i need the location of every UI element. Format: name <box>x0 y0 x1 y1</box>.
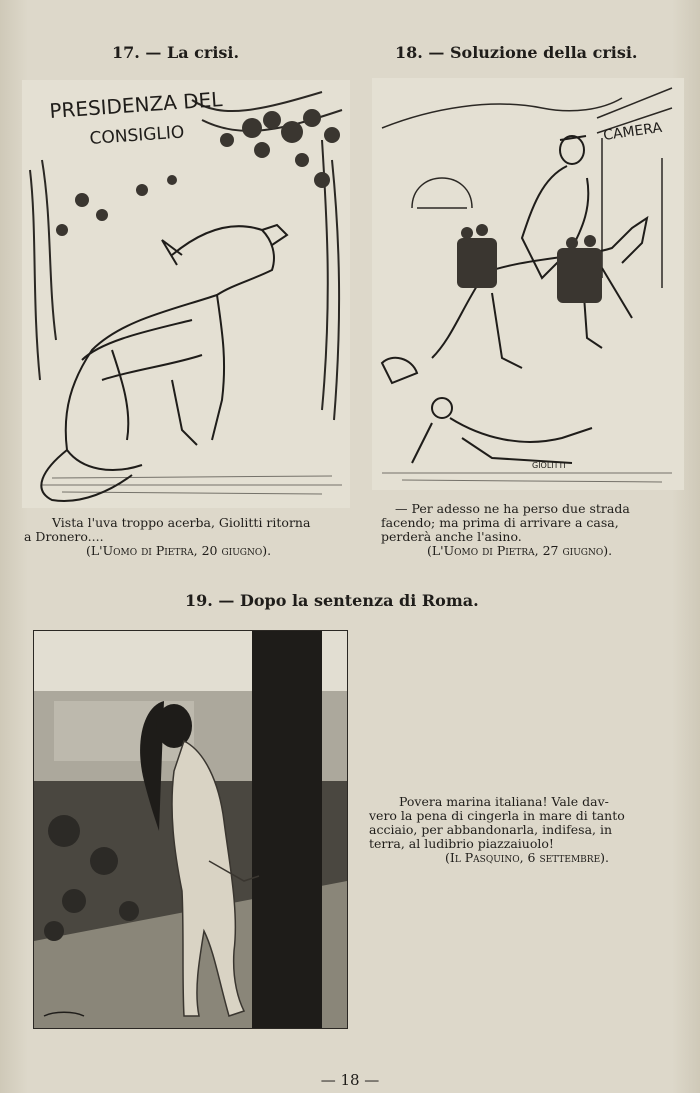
caption-18-line-1: — Per adesso ne ha perso due strada <box>395 501 630 516</box>
caption-17-source: (L'Uomo di Pietra, 20 giugno). <box>86 543 272 558</box>
caption-18-line-2: facendo; ma prima di arrivare a casa, <box>381 515 619 530</box>
caption-17 <box>24 516 354 558</box>
heading-19: 19. — Dopo la sentenza di Roma. <box>185 591 479 610</box>
caption-18-source: (L'Uomo di Pietra, 27 giugno). <box>427 543 613 558</box>
sign-line-1: PRESIDENZA DEL <box>48 86 224 123</box>
heading-18: 18. — Soluzione della crisi. <box>395 43 638 62</box>
caption-18-line-3: perderà anche l'asino. <box>381 529 522 544</box>
page-number: — 18 — <box>320 1071 380 1089</box>
caption-19-line-3: acciaio, per abbandonarla, indifesa, in <box>369 822 613 837</box>
caption-19-line-2: vero la pena di cingerla in mare di tanto <box>369 808 625 823</box>
caption-19-line-4: terra, al ludibrio piazzaiuolo! <box>369 836 554 851</box>
sign-line-2: CONSIGLIO <box>88 122 185 149</box>
caption-17-line-1: Vista l'uva troppo acerba, Giolitti ritorna <box>52 515 311 530</box>
caption-19-line-1: Povera marina italiana! Vale dav- <box>399 794 609 809</box>
caption-19 <box>369 795 659 865</box>
sign-camera: CAMERA <box>602 119 663 144</box>
heading-17: 17. — La crisi. <box>112 43 240 62</box>
label-giolitti: GIOLITTI <box>532 461 566 470</box>
illustration-18-giolitti-donkey <box>372 78 684 490</box>
illustration-19-marina <box>33 630 348 1029</box>
caption-19-source: (Il Pasquino, 6 settembre). <box>445 850 609 865</box>
illustration-17-wolf-and-grapes <box>22 80 350 508</box>
caption-17-line-2: a Dronero.... <box>24 529 104 544</box>
caption-18 <box>381 502 681 558</box>
